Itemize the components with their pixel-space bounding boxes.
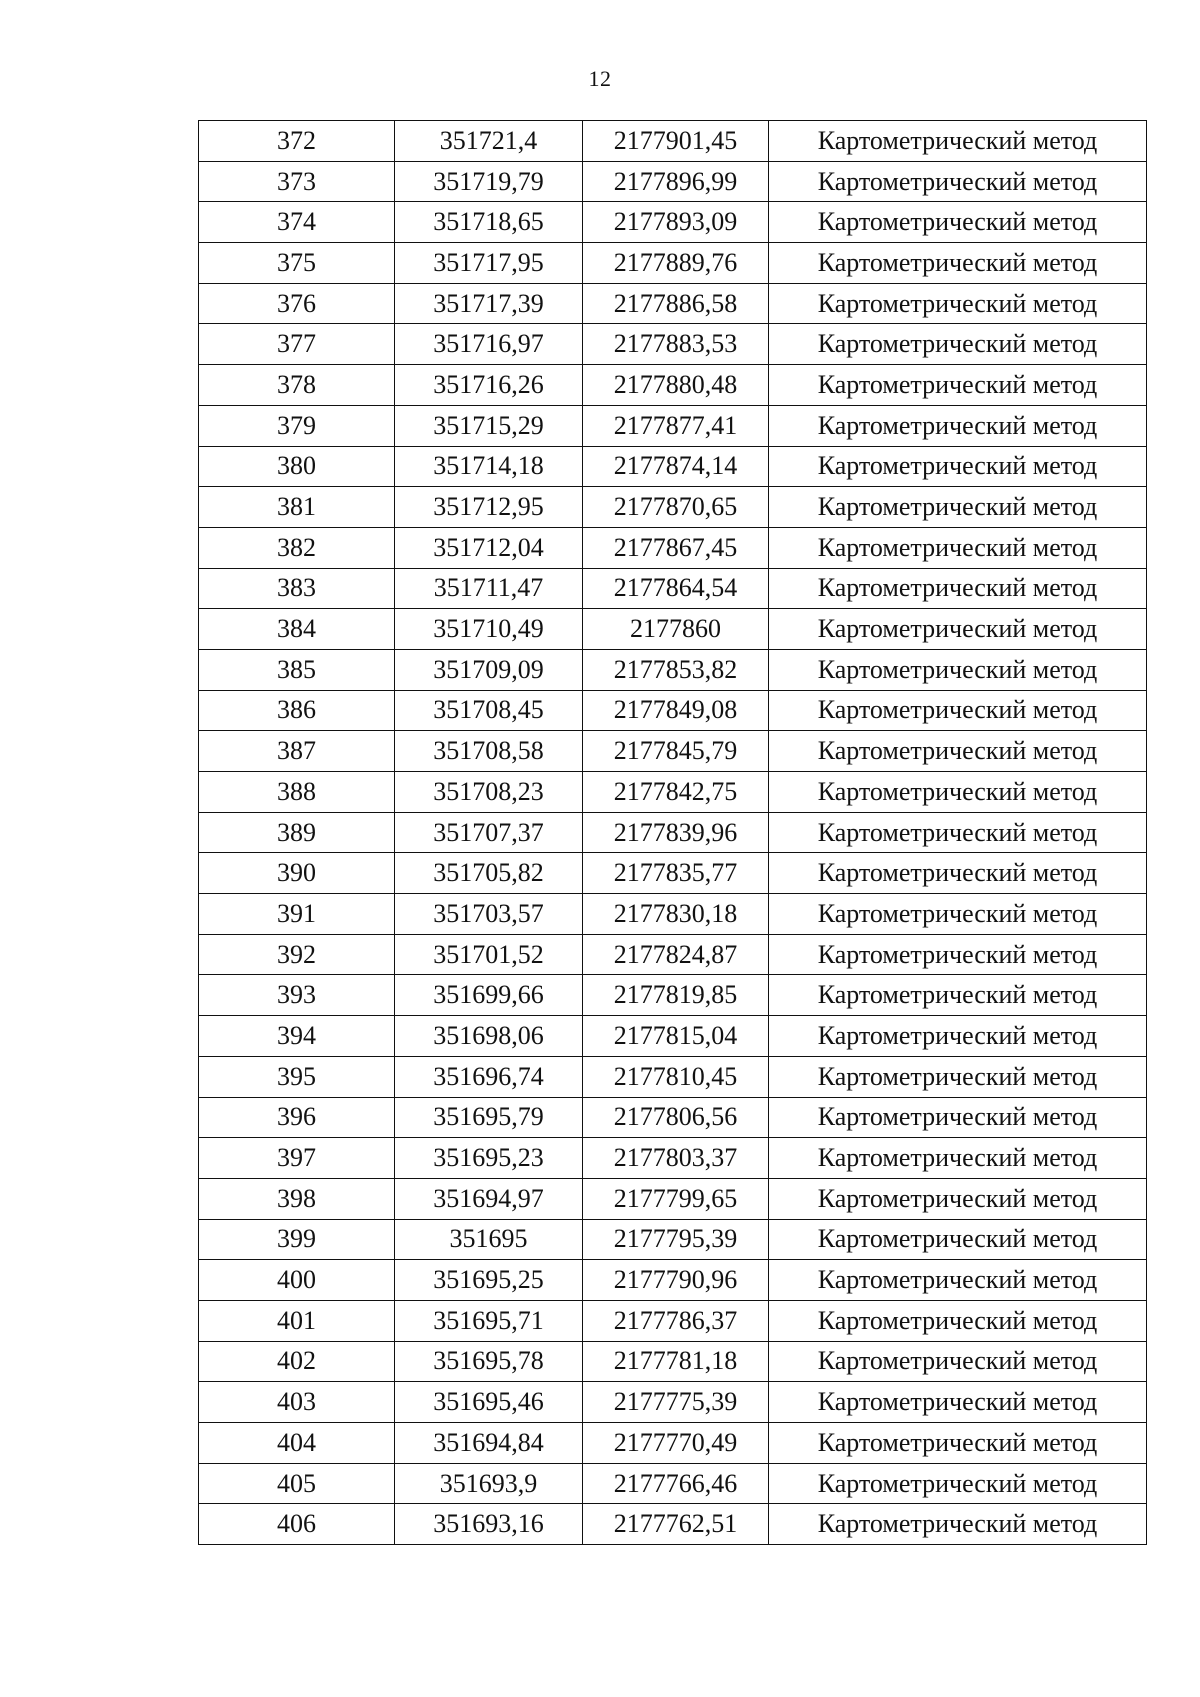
- y-coordinate-cell: 2177842,75: [583, 772, 769, 813]
- method-cell: Картометрический метод: [769, 1178, 1147, 1219]
- coordinates-table: [198, 120, 1147, 1545]
- table-row: [199, 405, 1147, 446]
- y-coordinate-cell: 2177860: [583, 609, 769, 650]
- x-coordinate-cell: 351714,18: [395, 446, 583, 487]
- y-coordinate-cell: 2177766,46: [583, 1463, 769, 1504]
- table-row: [199, 527, 1147, 568]
- point-number-cell: 382: [199, 527, 395, 568]
- table-row: [199, 1260, 1147, 1301]
- y-coordinate-cell: 2177786,37: [583, 1300, 769, 1341]
- point-number-cell: 393: [199, 975, 395, 1016]
- x-coordinate-cell: 351705,82: [395, 853, 583, 894]
- method-cell: Картометрический метод: [769, 243, 1147, 284]
- method-cell: Картометрический метод: [769, 365, 1147, 406]
- y-coordinate-cell: 2177835,77: [583, 853, 769, 894]
- table-row: [199, 731, 1147, 772]
- method-cell: Картометрический метод: [769, 1341, 1147, 1382]
- method-cell: Картометрический метод: [769, 609, 1147, 650]
- y-coordinate-cell: 2177819,85: [583, 975, 769, 1016]
- point-number-cell: 386: [199, 690, 395, 731]
- point-number-cell: 389: [199, 812, 395, 853]
- x-coordinate-cell: 351719,79: [395, 161, 583, 202]
- method-cell: Картометрический метод: [769, 649, 1147, 690]
- table-row: [199, 772, 1147, 813]
- table-row: [199, 161, 1147, 202]
- y-coordinate-cell: 2177762,51: [583, 1504, 769, 1545]
- point-number-cell: 380: [199, 446, 395, 487]
- table-row: [199, 609, 1147, 650]
- method-cell: Картометрический метод: [769, 1463, 1147, 1504]
- table-row: [199, 1138, 1147, 1179]
- point-number-cell: 378: [199, 365, 395, 406]
- method-cell: Картометрический метод: [769, 690, 1147, 731]
- point-number-cell: 406: [199, 1504, 395, 1545]
- point-number-cell: 397: [199, 1138, 395, 1179]
- y-coordinate-cell: 2177806,56: [583, 1097, 769, 1138]
- table-row: [199, 487, 1147, 528]
- x-coordinate-cell: 351694,84: [395, 1423, 583, 1464]
- y-coordinate-cell: 2177883,53: [583, 324, 769, 365]
- method-cell: Картометрический метод: [769, 121, 1147, 162]
- method-cell: Картометрический метод: [769, 487, 1147, 528]
- point-number-cell: 390: [199, 853, 395, 894]
- table-row: [199, 975, 1147, 1016]
- y-coordinate-cell: 2177874,14: [583, 446, 769, 487]
- table-row: [199, 934, 1147, 975]
- y-coordinate-cell: 2177830,18: [583, 894, 769, 935]
- y-coordinate-cell: 2177886,58: [583, 283, 769, 324]
- table-row: [199, 894, 1147, 935]
- method-cell: Картометрический метод: [769, 1219, 1147, 1260]
- point-number-cell: 372: [199, 121, 395, 162]
- y-coordinate-cell: 2177770,49: [583, 1423, 769, 1464]
- table-row: [199, 324, 1147, 365]
- x-coordinate-cell: 351695,25: [395, 1260, 583, 1301]
- x-coordinate-cell: 351717,39: [395, 283, 583, 324]
- y-coordinate-cell: 2177877,41: [583, 405, 769, 446]
- table-row: [199, 1097, 1147, 1138]
- method-cell: Картометрический метод: [769, 975, 1147, 1016]
- point-number-cell: 401: [199, 1300, 395, 1341]
- x-coordinate-cell: 351707,37: [395, 812, 583, 853]
- point-number-cell: 376: [199, 283, 395, 324]
- y-coordinate-cell: 2177889,76: [583, 243, 769, 284]
- y-coordinate-cell: 2177799,65: [583, 1178, 769, 1219]
- method-cell: Картометрический метод: [769, 1300, 1147, 1341]
- point-number-cell: 399: [199, 1219, 395, 1260]
- x-coordinate-cell: 351698,06: [395, 1016, 583, 1057]
- x-coordinate-cell: 351694,97: [395, 1178, 583, 1219]
- x-coordinate-cell: 351695,46: [395, 1382, 583, 1423]
- point-number-cell: 402: [199, 1341, 395, 1382]
- y-coordinate-cell: 2177867,45: [583, 527, 769, 568]
- method-cell: Картометрический метод: [769, 568, 1147, 609]
- y-coordinate-cell: 2177781,18: [583, 1341, 769, 1382]
- table-row: [199, 1016, 1147, 1057]
- y-coordinate-cell: 2177810,45: [583, 1056, 769, 1097]
- table-row: [199, 649, 1147, 690]
- point-number-cell: 394: [199, 1016, 395, 1057]
- method-cell: Картометрический метод: [769, 934, 1147, 975]
- x-coordinate-cell: 351703,57: [395, 894, 583, 935]
- table-row: [199, 121, 1147, 162]
- method-cell: Картометрический метод: [769, 446, 1147, 487]
- point-number-cell: 403: [199, 1382, 395, 1423]
- point-number-cell: 405: [199, 1463, 395, 1504]
- y-coordinate-cell: 2177824,87: [583, 934, 769, 975]
- x-coordinate-cell: 351695,71: [395, 1300, 583, 1341]
- method-cell: Картометрический метод: [769, 731, 1147, 772]
- point-number-cell: 391: [199, 894, 395, 935]
- x-coordinate-cell: 351701,52: [395, 934, 583, 975]
- x-coordinate-cell: 351708,58: [395, 731, 583, 772]
- method-cell: Картометрический метод: [769, 527, 1147, 568]
- table-row: [199, 853, 1147, 894]
- x-coordinate-cell: 351708,45: [395, 690, 583, 731]
- x-coordinate-cell: 351699,66: [395, 975, 583, 1016]
- table-row: [199, 812, 1147, 853]
- y-coordinate-cell: 2177849,08: [583, 690, 769, 731]
- y-coordinate-cell: 2177901,45: [583, 121, 769, 162]
- table-row: [199, 1463, 1147, 1504]
- method-cell: Картометрический метод: [769, 405, 1147, 446]
- y-coordinate-cell: 2177893,09: [583, 202, 769, 243]
- x-coordinate-cell: 351693,9: [395, 1463, 583, 1504]
- point-number-cell: 384: [199, 609, 395, 650]
- point-number-cell: 383: [199, 568, 395, 609]
- x-coordinate-cell: 351716,97: [395, 324, 583, 365]
- table-row: [199, 1219, 1147, 1260]
- y-coordinate-cell: 2177870,65: [583, 487, 769, 528]
- method-cell: Картометрический метод: [769, 1260, 1147, 1301]
- y-coordinate-cell: 2177839,96: [583, 812, 769, 853]
- table-row: [199, 1178, 1147, 1219]
- coordinates-table-body: [199, 121, 1147, 1545]
- x-coordinate-cell: 351712,95: [395, 487, 583, 528]
- point-number-cell: 398: [199, 1178, 395, 1219]
- y-coordinate-cell: 2177790,96: [583, 1260, 769, 1301]
- method-cell: Картометрический метод: [769, 1504, 1147, 1545]
- method-cell: Картометрический метод: [769, 894, 1147, 935]
- y-coordinate-cell: 2177864,54: [583, 568, 769, 609]
- table-row: [199, 568, 1147, 609]
- y-coordinate-cell: 2177845,79: [583, 731, 769, 772]
- point-number-cell: 377: [199, 324, 395, 365]
- point-number-cell: 396: [199, 1097, 395, 1138]
- point-number-cell: 392: [199, 934, 395, 975]
- x-coordinate-cell: 351710,49: [395, 609, 583, 650]
- y-coordinate-cell: 2177795,39: [583, 1219, 769, 1260]
- x-coordinate-cell: 351715,29: [395, 405, 583, 446]
- table-row: [199, 1300, 1147, 1341]
- x-coordinate-cell: 351717,95: [395, 243, 583, 284]
- y-coordinate-cell: 2177815,04: [583, 1016, 769, 1057]
- y-coordinate-cell: 2177775,39: [583, 1382, 769, 1423]
- method-cell: Картометрический метод: [769, 1423, 1147, 1464]
- x-coordinate-cell: 351695,79: [395, 1097, 583, 1138]
- x-coordinate-cell: 351716,26: [395, 365, 583, 406]
- method-cell: Картометрический метод: [769, 1016, 1147, 1057]
- page-number: 12: [588, 66, 612, 91]
- x-coordinate-cell: 351695,78: [395, 1341, 583, 1382]
- x-coordinate-cell: 351708,23: [395, 772, 583, 813]
- method-cell: Картометрический метод: [769, 161, 1147, 202]
- x-coordinate-cell: 351712,04: [395, 527, 583, 568]
- y-coordinate-cell: 2177853,82: [583, 649, 769, 690]
- table-row: [199, 690, 1147, 731]
- method-cell: Картометрический метод: [769, 324, 1147, 365]
- point-number-cell: 373: [199, 161, 395, 202]
- y-coordinate-cell: 2177880,48: [583, 365, 769, 406]
- x-coordinate-cell: 351695: [395, 1219, 583, 1260]
- point-number-cell: 379: [199, 405, 395, 446]
- x-coordinate-cell: 351693,16: [395, 1504, 583, 1545]
- x-coordinate-cell: 351709,09: [395, 649, 583, 690]
- method-cell: Картометрический метод: [769, 772, 1147, 813]
- table-row: [199, 1504, 1147, 1545]
- x-coordinate-cell: 351711,47: [395, 568, 583, 609]
- point-number-cell: 404: [199, 1423, 395, 1464]
- point-number-cell: 374: [199, 202, 395, 243]
- method-cell: Картометрический метод: [769, 1056, 1147, 1097]
- point-number-cell: 400: [199, 1260, 395, 1301]
- x-coordinate-cell: 351695,23: [395, 1138, 583, 1179]
- point-number-cell: 387: [199, 731, 395, 772]
- method-cell: Картометрический метод: [769, 283, 1147, 324]
- method-cell: Картометрический метод: [769, 1382, 1147, 1423]
- method-cell: Картометрический метод: [769, 1097, 1147, 1138]
- method-cell: Картометрический метод: [769, 1138, 1147, 1179]
- method-cell: Картометрический метод: [769, 812, 1147, 853]
- table-row: [199, 1056, 1147, 1097]
- table-row: [199, 446, 1147, 487]
- point-number-cell: 388: [199, 772, 395, 813]
- y-coordinate-cell: 2177896,99: [583, 161, 769, 202]
- table-row: [199, 202, 1147, 243]
- x-coordinate-cell: 351718,65: [395, 202, 583, 243]
- x-coordinate-cell: 351696,74: [395, 1056, 583, 1097]
- y-coordinate-cell: 2177803,37: [583, 1138, 769, 1179]
- table-row: [199, 1382, 1147, 1423]
- table-row: [199, 365, 1147, 406]
- table-row: [199, 1341, 1147, 1382]
- x-coordinate-cell: 351721,4: [395, 121, 583, 162]
- table-row: [199, 243, 1147, 284]
- point-number-cell: 395: [199, 1056, 395, 1097]
- table-row: [199, 283, 1147, 324]
- point-number-cell: 381: [199, 487, 395, 528]
- point-number-cell: 375: [199, 243, 395, 284]
- table-row: [199, 1423, 1147, 1464]
- method-cell: Картометрический метод: [769, 853, 1147, 894]
- method-cell: Картометрический метод: [769, 202, 1147, 243]
- point-number-cell: 385: [199, 649, 395, 690]
